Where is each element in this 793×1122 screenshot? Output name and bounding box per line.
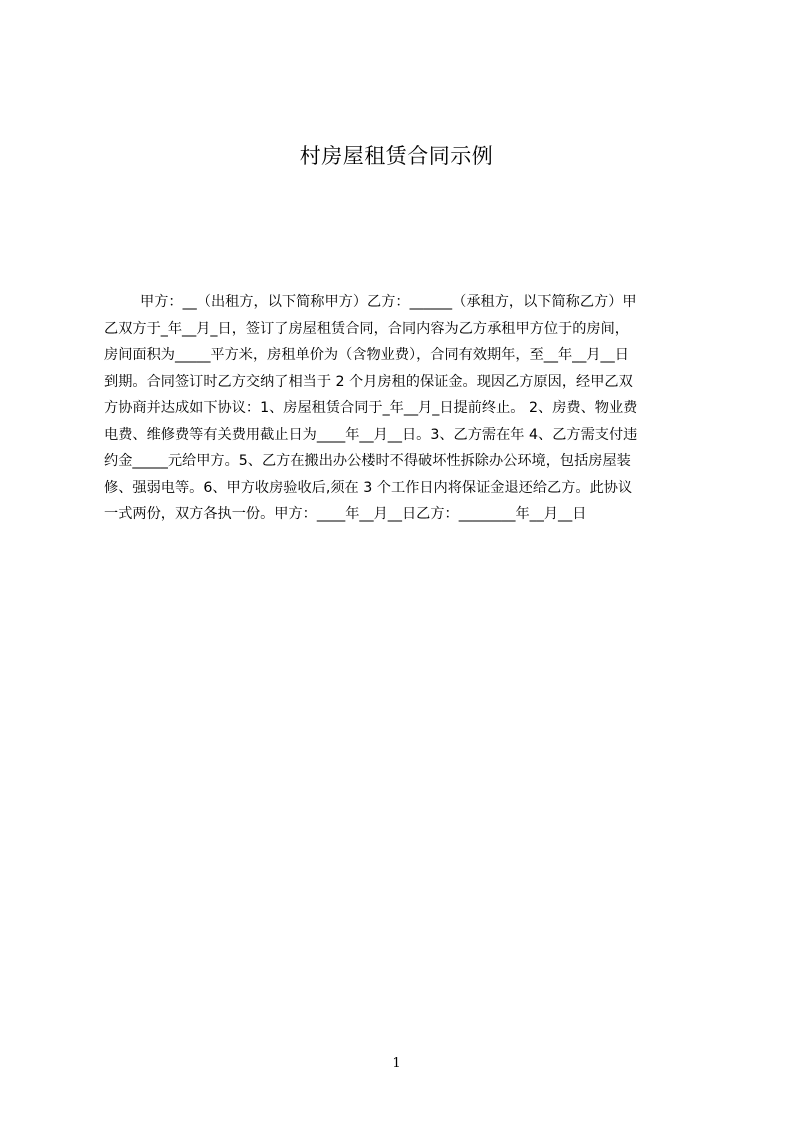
body-line-8: 修、强弱电等。6、甲方收房验收后,须在 3 个工作日内将保证金退还给乙方。此协议 (104, 479, 633, 496)
body-line-5: 方协商并达成如下协议：1、房屋租赁合同于_年__月_日提前终止。 2、房费、物业费 (104, 400, 638, 416)
body-line-1: 甲方：__（出租方，以下简称甲方）乙方：______（承租方，以下简称乙方）甲 (140, 294, 637, 310)
body-line-2: 乙双方于_年__月_日，签订了房屋租赁合同，合同内容为乙方承租甲方位于的房间， (104, 320, 629, 337)
body-line-9: 一式两份，双方各执一份。甲方：____年__月__日乙方：________年__月__日 (104, 506, 587, 522)
contract-body (104, 289, 697, 528)
body-line-6: 电费、维修费等有关费用截止日为____年__月__日。3、乙方需在年 4、乙方需支付违 (104, 426, 638, 443)
body-line-7: 约金_____元给甲方。5、乙方在搬出办公楼时不得破坏性拆除办公环境，包括房屋装 (104, 453, 631, 469)
page-number: 1 (392, 1056, 401, 1071)
body-line-3: 房间面积为_____平方米，房租单价为（含物业费），合同有效期年，至__年__月__日 (104, 347, 629, 363)
document-title: 村房屋租赁合同示例 (299, 144, 494, 168)
body-line-4: 到期。合同签订时乙方交纳了相当于 2 个月房租的保证金。现因乙方原因，经甲乙双 (104, 373, 633, 390)
